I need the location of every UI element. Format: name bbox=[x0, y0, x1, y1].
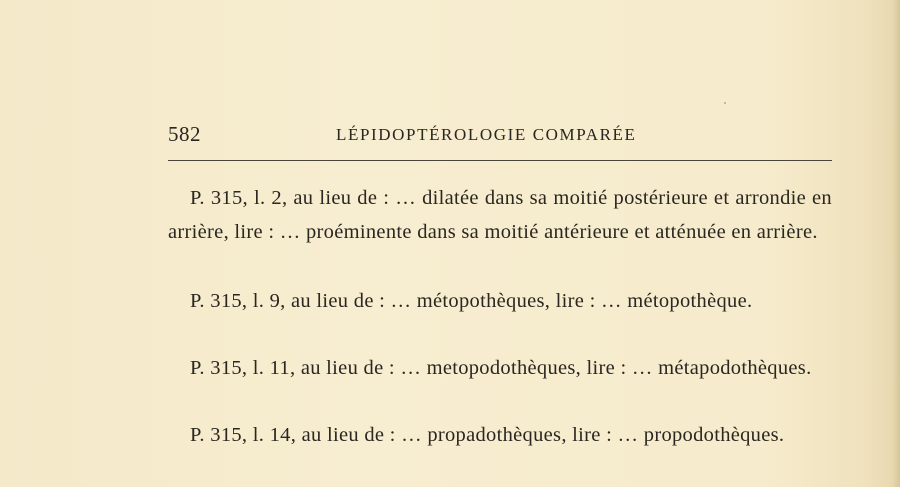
errata-entry: P. 315, l. 14, au lieu de : … propadothèques, lire : … propodothèques. bbox=[190, 424, 785, 446]
running-title: LÉPIDOPTÉROLOGIE COMPARÉE bbox=[336, 125, 637, 144]
errata-entry: P. 315, l. 2, au lieu de : … dilatée dans sa moitié postérieure et arrondie en arrière, lire : … proéminente dans sa moitié antérieure et atténuée en arrière. bbox=[168, 187, 832, 243]
paper-speck bbox=[724, 102, 726, 104]
errata-entry: P. 315, l. 9, au lieu de : … métopothèques, lire : … métopothèque. bbox=[190, 290, 753, 312]
page-number: 582 bbox=[168, 122, 201, 146]
page-edge-shadow bbox=[892, 0, 900, 487]
errata-entry: P. 315, l. 11, au lieu de : … metopodothèques, lire : … métapodothèques. bbox=[190, 357, 812, 379]
header-rule bbox=[168, 160, 832, 161]
